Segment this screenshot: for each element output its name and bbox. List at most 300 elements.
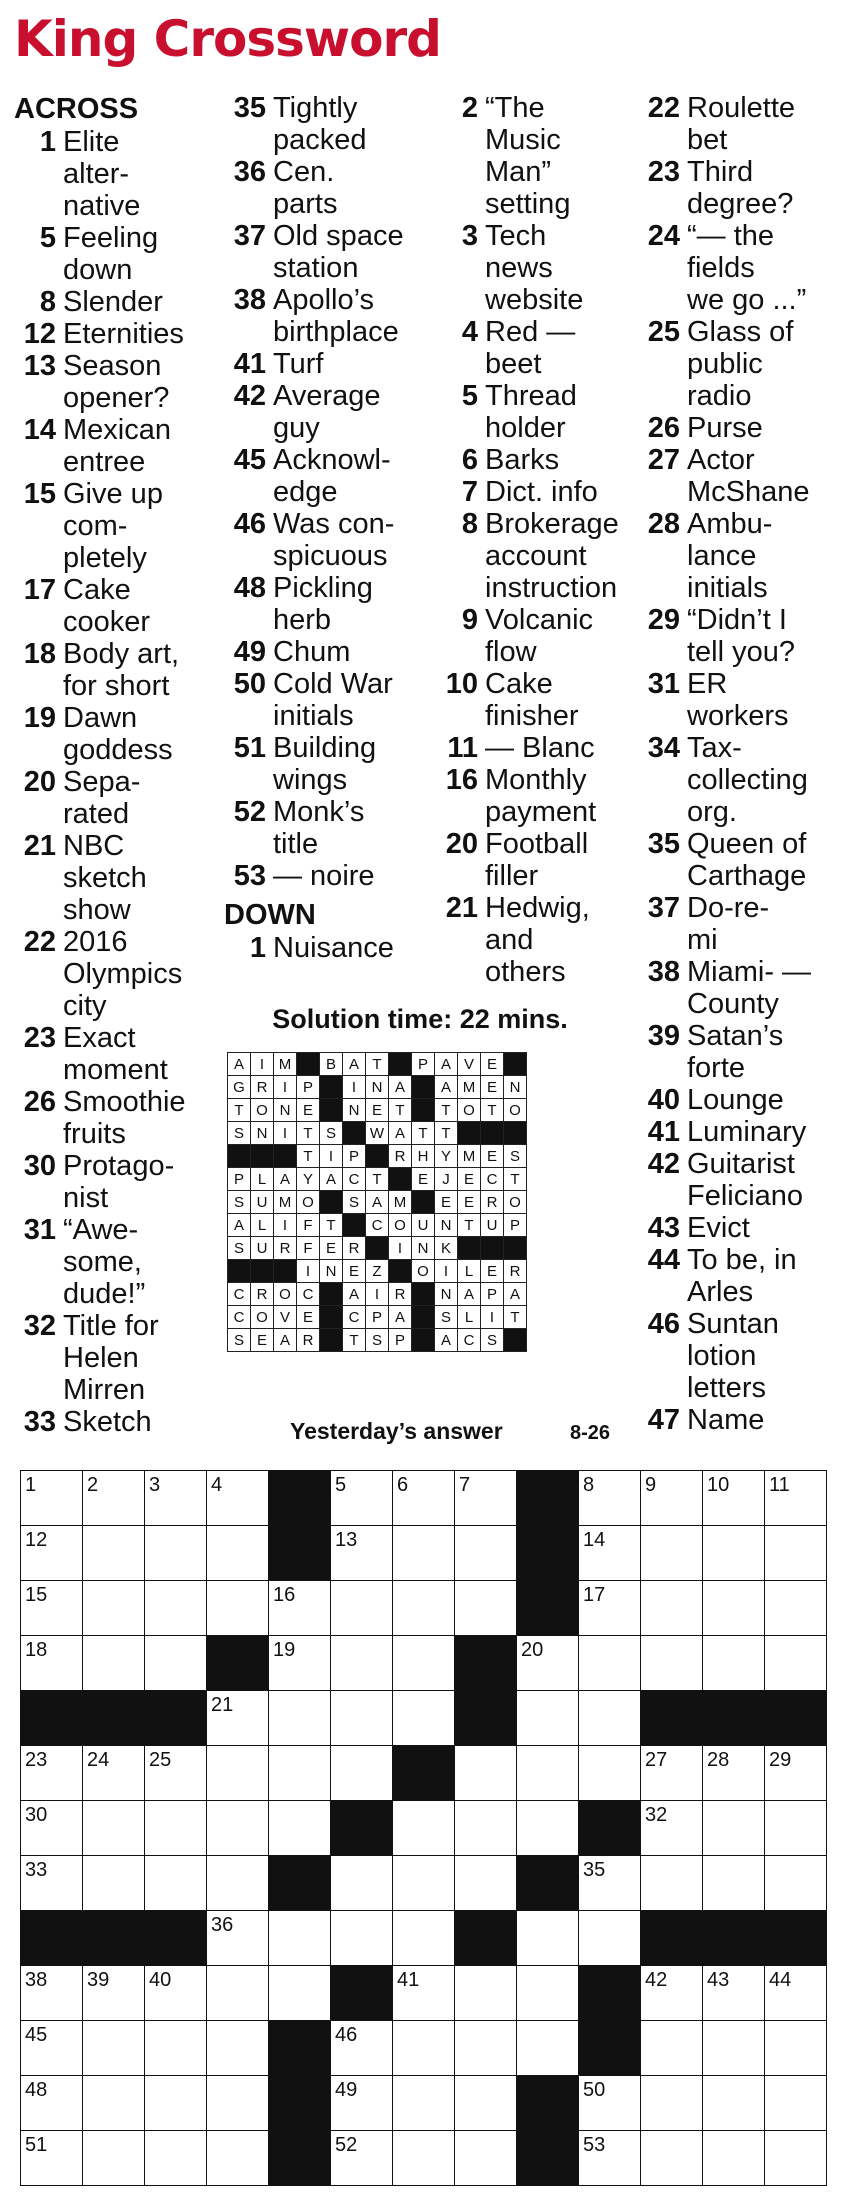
mini-letter-cell: R [251,1283,274,1306]
grid-cell[interactable] [579,2076,641,2131]
grid-cell[interactable] [331,1691,393,1746]
grid-cell[interactable] [393,1691,455,1746]
solution-time: Solution time: 22 mins. [272,1004,568,1034]
grid-cell[interactable] [331,1471,393,1526]
grid-cell[interactable] [765,1856,827,1911]
grid-cell[interactable] [703,1636,765,1691]
across-clue [224,348,436,380]
grid-cell[interactable] [331,2021,393,2076]
grid-cell[interactable] [703,1801,765,1856]
mini-block-cell [320,1099,343,1122]
grid-cell[interactable] [83,1801,145,1856]
grid-cell[interactable] [641,1636,703,1691]
mini-block-cell [504,1237,527,1260]
mini-letter-cell: B [320,1053,343,1076]
mini-letter-cell: N [435,1214,458,1237]
grid-cell[interactable] [331,2131,393,2186]
clue-number: 13 [23,350,56,382]
grid-cell[interactable] [331,1581,393,1636]
grid-cell-number: 33 [25,1859,48,1881]
mini-letter-cell: R [504,1260,527,1283]
grid-cell[interactable] [207,1691,269,1746]
grid-cell[interactable] [207,1746,269,1801]
down-clue [638,508,849,604]
down-clue [638,668,849,732]
grid-cell[interactable] [579,1581,641,1636]
grid-cell[interactable] [393,2021,455,2076]
down-clue [638,1116,849,1148]
mini-letter-cell: L [458,1260,481,1283]
grid-cell[interactable] [703,2021,765,2076]
clue-text: Cake cooker [63,574,151,638]
grid-cell[interactable] [207,1526,269,1581]
grid-cell[interactable] [765,2076,827,2131]
grid-cell[interactable] [455,1526,517,1581]
grid-cell[interactable] [455,2021,517,2076]
mini-block-cell [274,1145,297,1168]
mini-letter-cell: C [228,1306,251,1329]
mini-block-cell [458,1122,481,1145]
grid-cell[interactable] [703,2131,765,2186]
mini-letter-cell: G [228,1076,251,1099]
grid-cell[interactable] [765,1471,827,1526]
grid-cell[interactable] [393,1911,455,1966]
grid-cell[interactable] [21,1636,83,1691]
clue-text: — Blanc [485,732,595,764]
clue-number: 11 [447,732,478,764]
mini-letter-cell: I [389,1237,412,1260]
grid-cell[interactable] [331,1746,393,1801]
mini-letter-cell: T [435,1099,458,1122]
clue-number: 33 [23,1406,56,1438]
clue-text: Third degree? [687,156,794,220]
grid-cell[interactable] [393,1856,455,1911]
grid-block-cell [83,1691,145,1746]
grid-cell[interactable] [393,2131,455,2186]
mini-letter-cell: O [504,1099,527,1122]
grid-cell[interactable] [765,1636,827,1691]
clue-text: 2016 Olympics city [63,926,183,1022]
mini-letter-cell: N [274,1099,297,1122]
mini-letter-cell: S [228,1329,251,1352]
mini-letter-cell: V [274,1306,297,1329]
grid-cell-number: 45 [25,2024,48,2046]
grid-cell[interactable] [207,1966,269,2021]
grid-cell[interactable] [145,1581,207,1636]
grid-cell[interactable] [393,1526,455,1581]
grid-cell-number: 9 [645,1474,657,1496]
clue-text: Dawn goddess [63,702,173,766]
mini-letter-cell: M [274,1191,297,1214]
mini-letter-cell: A [389,1122,412,1145]
grid-cell[interactable] [765,1966,827,2021]
grid-cell[interactable] [455,1581,517,1636]
grid-block-cell [517,2076,579,2131]
clue-number: 38 [233,284,266,316]
grid-cell[interactable] [83,2021,145,2076]
grid-cell[interactable] [145,1966,207,2021]
clue-number: 47 [647,1404,680,1436]
grid-cell[interactable] [641,2021,703,2076]
grid-cell-number: 11 [769,1474,790,1496]
grid-cell[interactable] [207,2131,269,2186]
clue-number: 26 [647,412,680,444]
grid-cell[interactable] [331,2076,393,2131]
grid-cell[interactable] [145,1801,207,1856]
grid-cell[interactable] [765,1581,827,1636]
grid-cell[interactable] [83,1966,145,2021]
clue-text: Body art, for short [63,638,180,702]
grid-cell-number: 40 [149,1969,172,1991]
grid-cell[interactable] [641,1856,703,1911]
grid-cell[interactable] [641,1801,703,1856]
grid-cell[interactable] [83,2131,145,2186]
grid-cell-number: 50 [583,2079,606,2101]
grid-cell[interactable] [207,2076,269,2131]
grid-cell[interactable] [703,1526,765,1581]
grid-cell[interactable] [207,2021,269,2076]
grid-block-cell [393,1746,455,1801]
grid-cell-number: 16 [273,1584,296,1606]
clue-number: 42 [233,380,266,412]
mini-block-cell [412,1076,435,1099]
grid-cell[interactable] [393,2076,455,2131]
clue-number: 35 [233,92,266,124]
down-clue [436,380,648,444]
mini-letter-cell: O [251,1306,274,1329]
grid-cell[interactable] [517,1746,579,1801]
grid-cell[interactable] [269,1691,331,1746]
grid-cell[interactable] [269,1966,331,2021]
grid-cell[interactable] [83,1526,145,1581]
grid-cell[interactable] [703,1966,765,2021]
grid-cell[interactable] [207,1471,269,1526]
grid-cell[interactable] [579,1856,641,1911]
grid-cell[interactable] [455,1856,517,1911]
down-clue [638,892,849,956]
mini-letter-cell: A [435,1076,458,1099]
grid-cell-number: 39 [87,1969,110,1991]
grid-cell-number: 23 [25,1749,48,1771]
grid-cell[interactable] [703,1471,765,1526]
mini-letter-cell: R [389,1283,412,1306]
across-clue [14,766,226,830]
clue-text: Tech news website [485,220,584,316]
grid-cell[interactable] [21,2131,83,2186]
down-clue [638,956,849,1020]
grid-block-cell [455,1911,517,1966]
grid-cell[interactable] [269,1636,331,1691]
grid-cell[interactable] [703,1746,765,1801]
grid-cell[interactable] [207,1856,269,1911]
grid-cell[interactable] [145,1636,207,1691]
grid-cell[interactable] [641,1746,703,1801]
clue-number: 45 [233,444,266,476]
grid-cell[interactable] [765,1801,827,1856]
clue-text: Old space station [273,220,404,284]
mini-block-cell [274,1260,297,1283]
mini-letter-cell: T [297,1122,320,1145]
across-clue [14,318,226,350]
grid-cell-number: 13 [335,1529,358,1551]
grid-cell[interactable] [83,2076,145,2131]
grid-cell[interactable] [331,1526,393,1581]
grid-block-cell [455,1636,517,1691]
mini-letter-cell: K [435,1237,458,1260]
clue-text: Guitarist Feliciano [687,1148,804,1212]
down-clue [638,444,849,508]
grid-cell[interactable] [331,1856,393,1911]
grid-cell-number: 42 [645,1969,668,1991]
clue-number: 30 [23,1150,56,1182]
grid-cell[interactable] [21,1801,83,1856]
grid-cell[interactable] [83,1471,145,1526]
clue-number: 16 [445,764,478,796]
down-clue [436,604,648,668]
across-clue [14,414,226,478]
clue-text: Give up com- pletely [63,478,163,574]
grid-cell[interactable] [579,1691,641,1746]
clue-number: 21 [445,892,478,924]
clue-number: 21 [23,830,56,862]
mini-block-cell [412,1283,435,1306]
grid-cell[interactable] [455,2076,517,2131]
grid-cell[interactable] [765,2021,827,2076]
clue-text: Sepa- rated [63,766,141,830]
mini-letter-cell: A [458,1283,481,1306]
grid-cell-number: 30 [25,1804,48,1826]
grid-cell-number: 2 [87,1474,99,1496]
grid-cell[interactable] [269,1801,331,1856]
grid-cell[interactable] [703,2076,765,2131]
grid-block-cell [145,1691,207,1746]
clue-text: Smoothie fruits [63,1086,186,1150]
grid-cell[interactable] [331,1911,393,1966]
grid-cell[interactable] [145,1856,207,1911]
mini-letter-cell: A [504,1283,527,1306]
mini-letter-cell: U [251,1191,274,1214]
grid-cell-number: 18 [25,1639,48,1661]
grid-block-cell [145,1911,207,1966]
mini-letter-cell: I [366,1283,389,1306]
mini-letter-cell: E [458,1191,481,1214]
mini-letter-cell: R [343,1237,366,1260]
mini-letter-cell: P [504,1214,527,1237]
grid-cell[interactable] [393,1966,455,2021]
mini-block-cell [412,1306,435,1329]
mini-letter-cell: L [251,1214,274,1237]
clue-column-2 [224,92,436,964]
grid-cell[interactable] [641,2131,703,2186]
grid-cell[interactable] [207,1581,269,1636]
grid-cell[interactable] [83,1581,145,1636]
grid-cell[interactable] [269,1581,331,1636]
grid-cell[interactable] [83,1856,145,1911]
grid-cell[interactable] [21,1966,83,2021]
grid-cell[interactable] [393,1636,455,1691]
grid-cell[interactable] [145,1471,207,1526]
mini-letter-cell: P [366,1306,389,1329]
clue-text: Do-re- mi [687,892,770,956]
mini-letter-cell: O [389,1214,412,1237]
grid-cell[interactable] [455,1966,517,2021]
clue-text: To be, in Arles [687,1244,797,1308]
grid-cell-number: 12 [25,1529,48,1551]
grid-cell[interactable] [21,2021,83,2076]
mini-block-cell [389,1168,412,1191]
grid-cell[interactable] [579,1471,641,1526]
clue-text: Purse [687,412,763,444]
mini-letter-cell: E [297,1306,320,1329]
mini-letter-cell: S [504,1145,527,1168]
down-clue [638,156,849,220]
grid-cell[interactable] [517,2021,579,2076]
grid-cell[interactable] [83,1746,145,1801]
clue-number: 27 [647,444,680,476]
across-clue [14,926,226,1022]
grid-cell[interactable] [517,1966,579,2021]
clue-number: 39 [647,1020,680,1052]
clue-text: Eternities [63,318,184,350]
clue-number: 5 [461,380,478,412]
grid-cell[interactable] [765,2131,827,2186]
grid-cell[interactable] [579,2131,641,2186]
clue-text: Ambu- lance initials [687,508,773,604]
grid-cell[interactable] [517,1636,579,1691]
mini-letter-cell: O [274,1283,297,1306]
grid-cell[interactable] [145,1746,207,1801]
grid-cell[interactable] [83,1636,145,1691]
grid-cell[interactable] [393,1581,455,1636]
grid-cell[interactable] [765,1746,827,1801]
mini-letter-cell: E [297,1099,320,1122]
mini-letter-cell: R [481,1191,504,1214]
grid-cell[interactable] [393,1801,455,1856]
grid-cell[interactable] [455,1746,517,1801]
clue-number: 46 [647,1308,680,1340]
grid-cell-number: 20 [521,1639,544,1661]
clue-number: 31 [23,1214,56,1246]
grid-cell[interactable] [145,2076,207,2131]
grid-cell[interactable] [145,1526,207,1581]
grid-block-cell [269,1526,331,1581]
clue-text: “The Music Man” setting [485,92,571,220]
grid-cell[interactable] [579,1746,641,1801]
mini-letter-cell: T [504,1306,527,1329]
clue-text: Turf [273,348,324,380]
grid-cell[interactable] [455,2131,517,2186]
grid-block-cell [517,2131,579,2186]
grid-cell[interactable] [21,1856,83,1911]
grid-cell[interactable] [517,1801,579,1856]
clue-number: 40 [647,1084,680,1116]
grid-cell[interactable] [579,1911,641,1966]
grid-cell[interactable] [145,2131,207,2186]
across-clue [14,1022,226,1086]
across-clue [224,572,436,636]
grid-cell[interactable] [269,1746,331,1801]
mini-letter-cell: R [274,1237,297,1260]
clue-number: 22 [23,926,56,958]
clue-number: 24 [647,220,680,252]
clue-number: 44 [647,1244,680,1276]
clue-text: Name [687,1404,765,1436]
mini-letter-cell: N [251,1122,274,1145]
grid-cell[interactable] [765,1526,827,1581]
grid-cell[interactable] [269,1911,331,1966]
grid-block-cell [269,2076,331,2131]
grid-cell[interactable] [579,1526,641,1581]
grid-cell[interactable] [641,2076,703,2131]
across-clue [14,350,226,414]
down-heading: DOWN [224,899,316,931]
mini-letter-cell: A [320,1168,343,1191]
clue-number: 6 [461,444,478,476]
mini-letter-cell: T [458,1214,481,1237]
grid-cell[interactable] [393,1471,455,1526]
grid-cell[interactable] [145,2021,207,2076]
grid-cell[interactable] [641,1581,703,1636]
grid-cell[interactable] [331,1636,393,1691]
grid-cell[interactable] [207,1911,269,1966]
grid-cell[interactable] [517,1911,579,1966]
grid-cell[interactable] [21,1526,83,1581]
mini-letter-cell: T [412,1122,435,1145]
mini-letter-cell: T [297,1145,320,1168]
grid-cell-number: 15 [25,1584,48,1606]
grid-block-cell [269,2131,331,2186]
grid-cell[interactable] [455,1471,517,1526]
grid-cell[interactable] [517,1691,579,1746]
mini-letter-cell: T [343,1329,366,1352]
grid-cell-number: 17 [583,1584,606,1606]
grid-block-cell [269,1856,331,1911]
grid-cell[interactable] [641,1966,703,2021]
grid-cell[interactable] [641,1526,703,1581]
mini-letter-cell: N [366,1076,389,1099]
grid-cell[interactable] [579,1636,641,1691]
grid-cell[interactable] [21,2076,83,2131]
grid-cell-number: 7 [459,1474,471,1496]
grid-block-cell [703,1911,765,1966]
mini-letter-cell: A [435,1329,458,1352]
grid-cell[interactable] [703,1581,765,1636]
grid-cell[interactable] [21,1581,83,1636]
clue-number: 28 [647,508,680,540]
grid-cell[interactable] [207,1801,269,1856]
clue-number: 32 [23,1310,56,1342]
across-clue [224,380,436,444]
clue-text: “Awe- some, dude!” [63,1214,146,1310]
clue-number: 19 [23,702,56,734]
grid-cell[interactable] [703,1856,765,1911]
mini-letter-cell: T [320,1214,343,1237]
grid-cell-number: 29 [769,1749,792,1771]
clue-text: Average guy [273,380,381,444]
clue-text: Apollo’s birthplace [273,284,399,348]
grid-cell[interactable] [21,1471,83,1526]
grid-cell-number: 51 [25,2134,48,2156]
down-clue [436,668,648,732]
clue-text: Monthly payment [485,764,597,828]
mini-letter-cell: E [412,1168,435,1191]
clue-number: 29 [647,604,680,636]
grid-cell[interactable] [455,1801,517,1856]
across-clue [224,796,436,860]
grid-cell[interactable] [21,1746,83,1801]
grid-cell-number: 19 [273,1639,296,1661]
grid-cell[interactable] [641,1471,703,1526]
